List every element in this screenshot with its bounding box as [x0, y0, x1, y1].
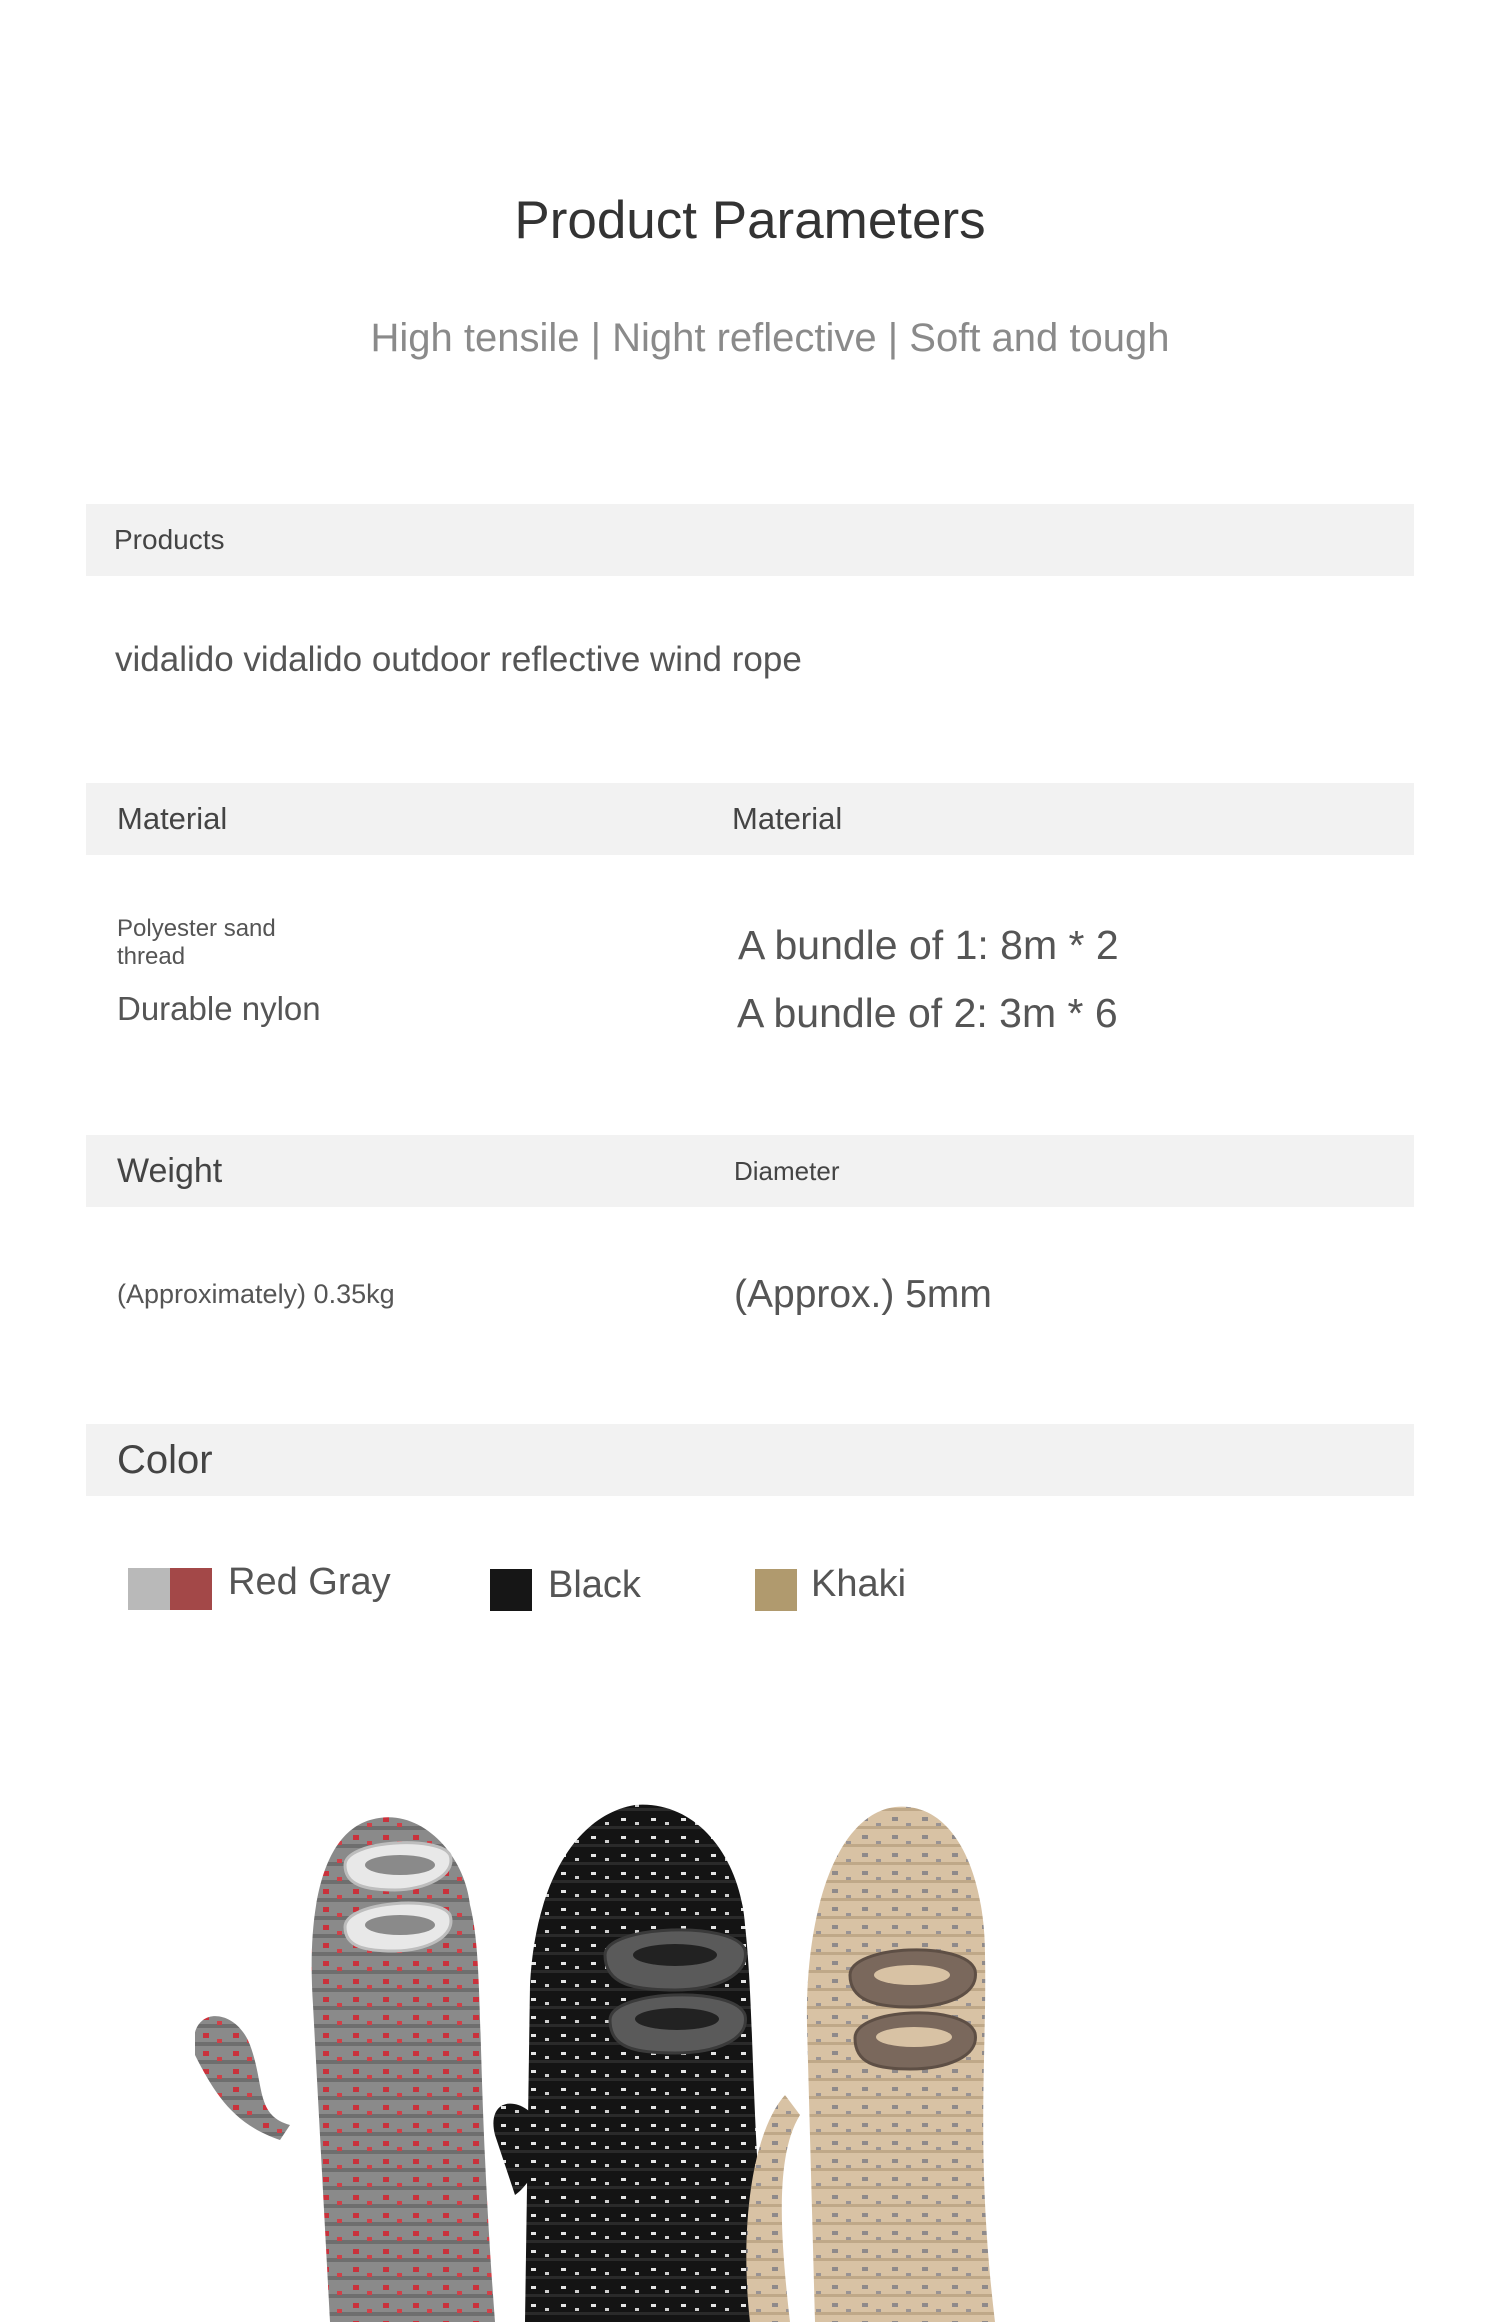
bundle-option-2: A bundle of 2: 3m * 6 [737, 990, 1118, 1036]
khaki-label: Khaki [811, 1563, 907, 1605]
page-title: Product Parameters [514, 191, 986, 250]
weight-value: (Approximately) 0.35kg [117, 1279, 395, 1309]
products-value: vidalido vidalido outdoor reflective wind rope [115, 640, 802, 679]
bundle-option-1: A bundle of 1: 8m * 2 [738, 922, 1119, 968]
page-subtitle: High tensile | Night reflective | Soft and tough [370, 316, 1170, 360]
color-band [86, 1424, 1414, 1496]
diameter-value: (Approx.) 5mm [734, 1273, 992, 1316]
diameter-label: Diameter [734, 1156, 840, 1186]
weight-label: Weight [117, 1152, 223, 1190]
material-band [86, 783, 1414, 855]
khaki-swatch [755, 1569, 797, 1611]
products-label: Products [114, 524, 225, 555]
rope-bundles-image [195, 1795, 1205, 2322]
specs-band [86, 1135, 1414, 1207]
black-swatch [490, 1569, 532, 1611]
material-small-line1: Polyester sand [117, 915, 276, 942]
material-value: Durable nylon [117, 990, 321, 1027]
red-gray-label: Red Gray [228, 1561, 391, 1603]
products-band [86, 504, 1414, 576]
red-gray-swatch [128, 1568, 212, 1610]
material-small-line2: thread [117, 943, 186, 970]
color-label: Color [117, 1438, 213, 1482]
black-label: Black [548, 1564, 641, 1606]
material-label-right: Material [732, 801, 843, 836]
material-label-left: Material [117, 801, 228, 836]
